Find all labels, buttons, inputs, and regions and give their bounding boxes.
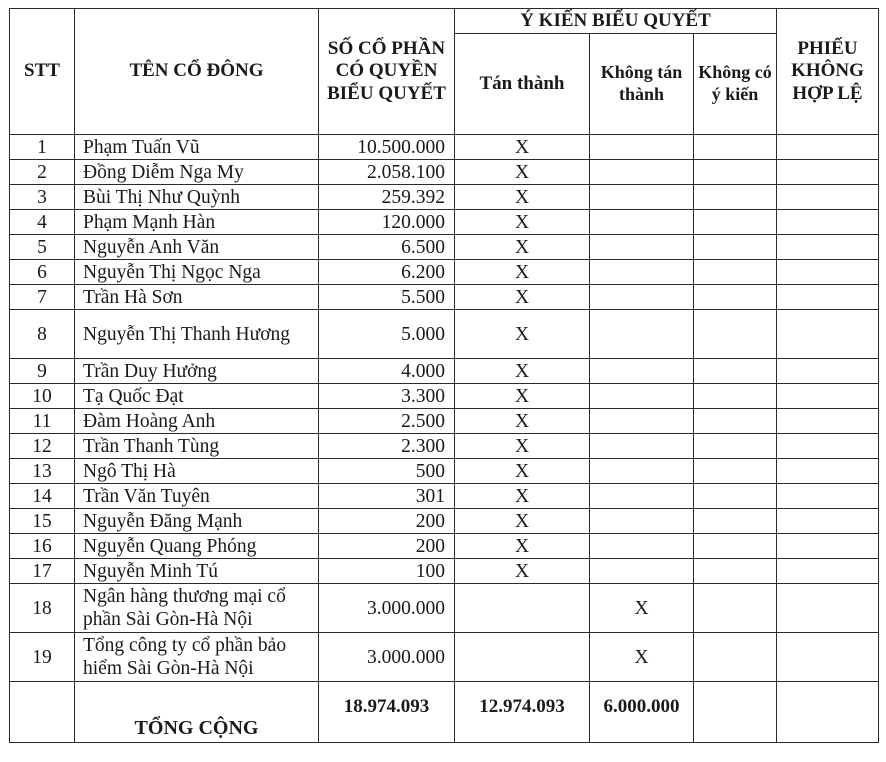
approve-cell: X [455,135,590,160]
voting-shares-cell: 6.500 [319,235,455,260]
approve-cell: X [455,359,590,384]
table-row [10,185,879,210]
invalid-cell [777,409,879,434]
approve-cell: X [455,185,590,210]
table-row [10,359,879,384]
no-opinion-cell [694,285,777,310]
invalid-cell [777,459,879,484]
disapprove-cell [590,359,694,384]
voting-shares-cell: 2.300 [319,434,455,459]
total-invalid [777,682,879,743]
invalid-cell [777,584,879,633]
no-opinion-cell [694,235,777,260]
shareholder-name-cell: Đàm Hoàng Anh [75,409,319,434]
approve-cell: X [455,235,590,260]
approve-cell: X [455,285,590,310]
voting-shares-cell: 259.392 [319,185,455,210]
stt-cell: 6 [10,260,75,285]
approve-cell: X [455,160,590,185]
disapprove-cell [590,235,694,260]
disapprove-cell [590,210,694,235]
invalid-cell [777,185,879,210]
approve-cell: X [455,434,590,459]
voting-shares-cell: 3.300 [319,384,455,409]
shareholder-name-cell: Phạm Tuấn Vũ [75,135,319,160]
no-opinion-cell [694,185,777,210]
invalid-cell [777,434,879,459]
invalid-cell [777,359,879,384]
voting-shares-cell: 4.000 [319,359,455,384]
no-opinion-cell [694,409,777,434]
shareholder-name-cell: Đồng Diễm Nga My [75,160,319,185]
disapprove-header: Không tán thành [590,34,694,135]
table-row [10,633,879,682]
no-opinion-cell [694,459,777,484]
voting-shares-cell: 3.000.000 [319,633,455,682]
disapprove-cell [590,484,694,509]
table-row [10,509,879,534]
approve-cell [455,584,590,633]
disapprove-cell [590,185,694,210]
shareholder-name-cell: Nguyễn Thị Thanh Hương [75,310,319,359]
disapprove-cell [590,135,694,160]
voting-shares-cell: 200 [319,509,455,534]
no-opinion-cell [694,434,777,459]
shareholder-name-cell: Ngân hàng thương mại cổ phần Sài Gòn-Hà Nội [75,584,319,633]
stt-cell: 12 [10,434,75,459]
approve-cell: X [455,260,590,285]
total-label: TỔNG CỘNG [75,682,319,743]
no-opinion-cell [694,160,777,185]
voting-shares-cell: 100 [319,559,455,584]
table-row [10,135,879,160]
no-opinion-cell [694,260,777,285]
stt-cell: 18 [10,584,75,633]
no-opinion-header: Không có ý kiến [694,34,777,135]
invalid-cell [777,384,879,409]
stt-cell: 15 [10,509,75,534]
table-row [10,584,879,633]
disapprove-cell [590,559,694,584]
shareholder-name-cell: Nguyễn Minh Tú [75,559,319,584]
table-body [10,135,879,682]
total-approve: 12.974.093 [455,682,590,743]
shareholder-name-cell: Trần Hà Sơn [75,285,319,310]
invalid-cell [777,310,879,359]
approve-cell: X [455,484,590,509]
stt-cell: 9 [10,359,75,384]
disapprove-cell [590,509,694,534]
total-row [10,682,879,743]
invalid-cell [777,509,879,534]
shareholder-name-cell: Nguyễn Thị Ngọc Nga [75,260,319,285]
approve-header: Tán thành [455,34,590,135]
shareholder-name-cell: Tạ Quốc Đạt [75,384,319,409]
table-row [10,559,879,584]
table-row [10,310,879,359]
table-row [10,434,879,459]
table-row [10,534,879,559]
table-row [10,484,879,509]
no-opinion-cell [694,384,777,409]
voting-shares-cell: 500 [319,459,455,484]
shareholder-name-cell: Trần Văn Tuyên [75,484,319,509]
shareholder-name-cell: Tổng công ty cổ phần bảo hiểm Sài Gòn-Hà Nội [75,633,319,682]
table-row [10,409,879,434]
table-row [10,384,879,409]
voting-shares-cell: 200 [319,534,455,559]
table-row [10,235,879,260]
disapprove-cell [590,160,694,185]
no-opinion-cell [694,359,777,384]
voting-opinion-header: Ý KIẾN BIỂU QUYẾT [455,9,777,34]
invalid-cell [777,160,879,185]
table-row [10,160,879,185]
no-opinion-cell [694,310,777,359]
approve-cell: X [455,509,590,534]
voting-shares-cell: 2.058.100 [319,160,455,185]
shareholder-name-cell: Nguyễn Quang Phóng [75,534,319,559]
no-opinion-cell [694,135,777,160]
stt-cell: 2 [10,160,75,185]
approve-cell [455,633,590,682]
approve-cell: X [455,384,590,409]
disapprove-cell [590,534,694,559]
invalid-cell [777,559,879,584]
stt-cell: 4 [10,210,75,235]
invalid-cell [777,260,879,285]
approve-cell: X [455,459,590,484]
stt-cell: 3 [10,185,75,210]
disapprove-cell [590,384,694,409]
approve-cell: X [455,534,590,559]
no-opinion-cell [694,633,777,682]
total-no-opinion [694,682,777,743]
invalid-cell [777,285,879,310]
shareholder-name-cell: Ngô Thị Hà [75,459,319,484]
voting-shares-header: SỐ CỔ PHẦN CÓ QUYỀN BIỂU QUYẾT [319,9,455,135]
table-row [10,260,879,285]
table-row [10,459,879,484]
stt-cell: 10 [10,384,75,409]
table-row [10,285,879,310]
voting-shares-cell: 301 [319,484,455,509]
invalid-cell [777,534,879,559]
voting-shares-cell: 10.500.000 [319,135,455,160]
disapprove-cell [590,260,694,285]
voting-shares-cell: 3.000.000 [319,584,455,633]
invalid-cell [777,210,879,235]
stt-cell: 5 [10,235,75,260]
stt-cell: 19 [10,633,75,682]
shareholder-name-cell: Trần Thanh Tùng [75,434,319,459]
approve-cell: X [455,310,590,359]
stt-cell: 13 [10,459,75,484]
no-opinion-cell [694,534,777,559]
voting-shares-cell: 2.500 [319,409,455,434]
stt-cell: 16 [10,534,75,559]
voting-shares-cell: 6.200 [319,260,455,285]
no-opinion-cell [694,559,777,584]
disapprove-cell [590,285,694,310]
voting-results-table [9,8,879,743]
voting-shares-cell: 5.000 [319,310,455,359]
stt-cell: 11 [10,409,75,434]
approve-cell: X [455,210,590,235]
stt-cell: 1 [10,135,75,160]
shareholder-name-cell: Nguyễn Anh Văn [75,235,319,260]
shareholder-name-cell: Bùi Thị Như Quỳnh [75,185,319,210]
approve-cell: X [455,409,590,434]
disapprove-cell [590,459,694,484]
voting-shares-cell: 120.000 [319,210,455,235]
disapprove-cell: X [590,633,694,682]
invalid-cell [777,633,879,682]
stt-cell: 14 [10,484,75,509]
disapprove-cell: X [590,584,694,633]
stt-header: STT [10,9,75,135]
no-opinion-cell [694,584,777,633]
total-stt-cell [10,682,75,743]
no-opinion-cell [694,210,777,235]
invalid-cell [777,235,879,260]
approve-cell: X [455,559,590,584]
no-opinion-cell [694,509,777,534]
voting-shares-cell: 5.500 [319,285,455,310]
shareholder-name-cell: Trần Duy Hưởng [75,359,319,384]
invalid-cell [777,135,879,160]
disapprove-cell [590,310,694,359]
shareholder-name-cell: Phạm Mạnh Hàn [75,210,319,235]
total-disapprove: 6.000.000 [590,682,694,743]
invalid-cell [777,484,879,509]
disapprove-cell [590,434,694,459]
no-opinion-cell [694,484,777,509]
table-row [10,210,879,235]
invalid-ballot-header: PHIẾU KHÔNG HỢP LỆ [777,9,879,135]
disapprove-cell [590,409,694,434]
total-shares: 18.974.093 [319,682,455,743]
shareholder-name-cell: Nguyễn Đăng Mạnh [75,509,319,534]
stt-cell: 7 [10,285,75,310]
stt-cell: 17 [10,559,75,584]
shareholder-name-header: TÊN CỔ ĐÔNG [75,9,319,135]
stt-cell: 8 [10,310,75,359]
